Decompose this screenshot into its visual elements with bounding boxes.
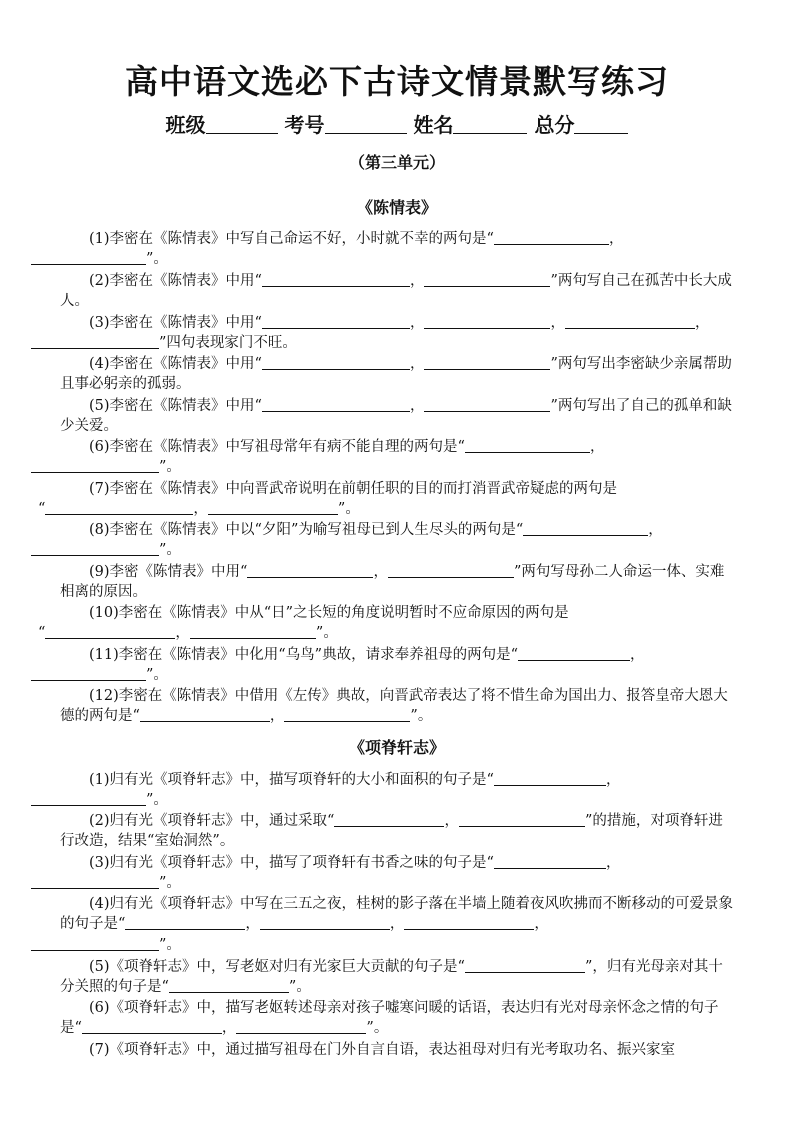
answer-blank[interactable] [31,935,159,951]
question-item: (12)李密在《陈情表》中借用《左传》典故，向晋武帝表达了将不惜生命为国出力、报答皇帝大恩大德的两句是“ ， ”。 [60,688,728,725]
question-item: (6)李密在《陈情表》中写祖母常年有病不能自理的两句是“ ， ”。 [60,437,736,478]
answer-blank[interactable] [262,271,410,287]
page-title: 高中语文选必下古诗文情景默写练习 [125,62,669,101]
answer-blank[interactable] [424,396,550,412]
total-score-label: 总分 [534,113,575,137]
class-blank[interactable] [206,113,278,134]
question-item: (10)李密在《陈情表》中从“日”之长短的角度说明暂时不应命原因的两句是 “ ， ”。 [38,605,569,642]
answer-blank[interactable] [262,396,410,412]
name-label: 姓名 [413,113,454,137]
answer-blank[interactable] [31,457,159,473]
answer-blank[interactable] [459,811,585,827]
question-item: (4)李密在《陈情表》中用“ ， ”两句写出李密缺少亲属帮助且事必躬亲的孤弱。 [60,356,732,393]
answer-blank[interactable] [424,354,550,370]
question-item: (9)李密《陈情表》中用“ ， ”两句写母孙二人命运一体、实难相离的原因。 [60,564,725,601]
answer-blank[interactable] [523,520,648,536]
unit-label: （第三单元） [348,153,445,172]
name-blank[interactable] [453,113,527,134]
question-item: (5)李密在《陈情表》中用“ ， ”两句写出了自己的孤单和缺少关爱。 [60,398,732,435]
question-item: (2)李密在《陈情表》中用“ ， ”两句写自己在孤苦中长大成人。 [60,273,732,310]
exam-number-label: 考号 [284,113,325,137]
answer-blank[interactable] [494,853,606,869]
answer-blank[interactable] [45,499,193,515]
total-score-blank[interactable] [574,113,628,134]
answer-blank[interactable] [169,977,289,993]
class-label: 班级 [165,113,206,137]
answer-blank[interactable] [494,770,606,786]
question-item: (5)《项脊轩志》中，写老妪对归有光家巨大贡献的句子是“ ”，归有光母亲对其十分关照的句子是“ ”。 [60,959,723,996]
answer-blank[interactable] [334,811,444,827]
answer-blank[interactable] [208,499,338,515]
answer-blank[interactable] [31,790,146,806]
question-item: (3)归有光《项脊轩志》中，描写了项脊轩有书香之味的句子是“ ， ”。 [60,853,736,894]
answer-blank[interactable] [82,1018,222,1034]
answer-blank[interactable] [404,914,534,930]
answer-blank[interactable] [31,873,159,889]
answer-blank[interactable] [31,249,146,265]
answer-blank[interactable] [140,706,270,722]
answer-blank[interactable] [125,914,245,930]
answer-blank[interactable] [31,540,159,556]
answer-blank[interactable] [260,914,390,930]
answer-blank[interactable] [247,562,373,578]
answer-blank[interactable] [45,623,175,639]
question-item: (3)李密在《陈情表》中用“ ， ， ， ”四句表现家门不旺。 [60,313,736,354]
exam-number-blank[interactable] [325,113,407,134]
answer-blank[interactable] [284,706,410,722]
student-info-line [0,111,794,139]
answer-blank[interactable] [262,354,410,370]
answer-blank[interactable] [31,333,159,349]
answer-blank[interactable] [190,623,316,639]
question-item: (4)归有光《项脊轩志》中写在三五之夜，桂树的影子落在半墙上随着夜风吹拂而不断移动的可爱景象的句子是“ ， ， ， ”。 [60,894,736,955]
question-item: (1)李密在《陈情表》中写自己命运不好，小时就不幸的两句是“ ， ”。 [60,229,736,270]
section-heading: 《陈情表》 [356,198,437,217]
answer-blank[interactable] [465,437,590,453]
section-heading: 《项脊轩志》 [348,738,445,757]
answer-blank[interactable] [465,957,585,973]
answer-blank[interactable] [494,229,609,245]
answer-blank[interactable] [424,271,550,287]
question-item: (8)李密在《陈情表》中以“夕阳”为喻写祖母已到人生尽头的两句是“ ， ”。 [60,520,736,561]
question-item: (11)李密在《陈情表》中化用“乌鸟”典故，请求奉养祖母的两句是“ ， ”。 [60,645,736,686]
answer-blank[interactable] [236,1018,366,1034]
answer-blank[interactable] [424,313,550,329]
answer-blank[interactable] [262,313,410,329]
answer-blank[interactable] [565,313,695,329]
question-item: (7)李密在《陈情表》中向晋武帝说明在前朝任职的目的而打消晋武帝疑虑的两句是 “ ， ”。 [38,481,618,518]
answer-blank[interactable] [518,645,630,661]
question-item: (2)归有光《项脊轩志》中，通过采取“ ， ”的措施，对项脊轩进行改造，结果“室始洞然”。 [60,813,723,850]
answer-blank[interactable] [31,665,146,681]
question-item: (6)《项脊轩志》中，描写老妪转述母亲对孩子嘘寒问暖的话语，表达归有光对母亲怀念之情的句子是“ ， ”。 [60,1000,719,1037]
question-item: (1)归有光《项脊轩志》中，描写项脊轩的大小和面积的句子是“ ， ”。 [60,770,736,811]
answer-blank[interactable] [388,562,514,578]
question-item: (7)《项脊轩志》中，通过描写祖母在门外自言自语，表达祖母对归有光考取功名、振兴家室 [89,1042,676,1058]
